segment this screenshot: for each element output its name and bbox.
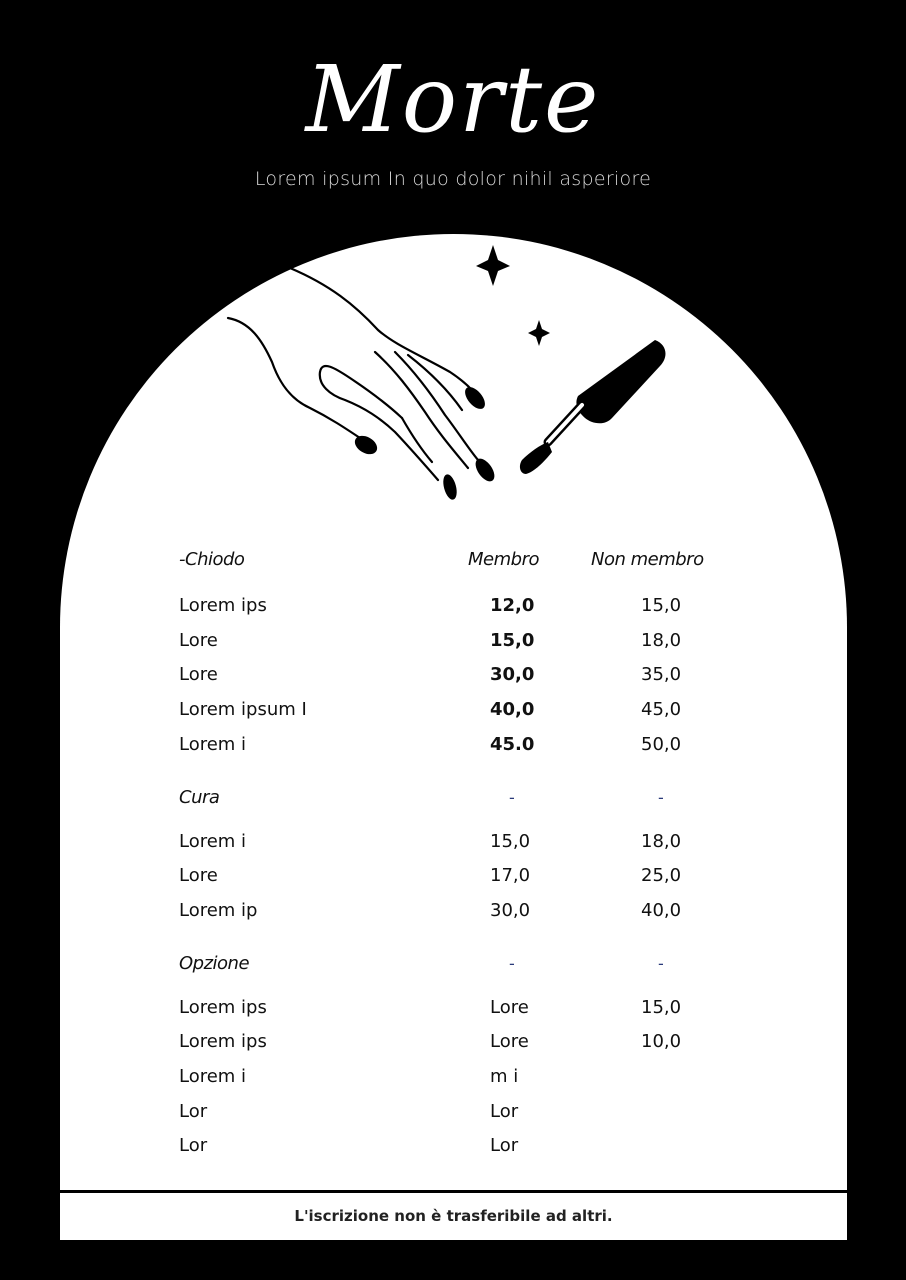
member-price: 12,0 (490, 595, 535, 616)
sparkle-icon (528, 320, 550, 346)
section-nonmember-mark: - (658, 787, 664, 807)
hand-line-art-icon (228, 268, 478, 480)
member-price: 45.0 (490, 733, 535, 755)
item-name: Lor (179, 1135, 208, 1157)
member-price: m i (490, 1066, 519, 1087)
nail-polish-brush-icon (520, 340, 666, 474)
member-price: 15,0 (490, 830, 531, 852)
column-header-nonmember: Non membro (591, 549, 704, 570)
member-price: 40,0 (490, 699, 535, 721)
section-nonmember-mark: - (658, 953, 664, 973)
item-name: Lorem ip (179, 899, 258, 921)
section-member-mark: - (509, 953, 515, 973)
item-name: Lore (179, 865, 218, 887)
nonmember-price: 15,0 (641, 996, 682, 1018)
section-title: -Chiodo (179, 549, 245, 570)
nonmember-price: 25,0 (641, 865, 682, 887)
item-name: Lorem i (179, 1066, 247, 1087)
item-name: Lore (179, 629, 218, 651)
nonmember-price: 15,0 (641, 595, 682, 616)
sparkle-icon (476, 245, 510, 286)
item-name: Lorem ips (179, 996, 267, 1018)
member-price: Lor (490, 1135, 519, 1157)
column-header-member: Membro (468, 549, 539, 570)
item-name: Lorem i (179, 830, 247, 852)
item-name: Lore (179, 664, 218, 686)
nonmember-price: 50,0 (641, 733, 682, 755)
item-name: Lorem ips (179, 595, 267, 616)
nonmember-price: 18,0 (641, 830, 682, 852)
painted-nail-icon (352, 384, 499, 502)
section-title: Opzione (179, 952, 250, 974)
member-price: 15,0 (490, 629, 535, 651)
nonmember-price: 10,0 (641, 1031, 682, 1053)
section-member-mark: - (509, 787, 515, 807)
member-price: 30,0 (490, 899, 531, 921)
member-price: Lor (490, 1100, 519, 1122)
item-name: Lorem i (179, 733, 247, 755)
nonmember-price: 18,0 (641, 629, 682, 651)
footer-note: L'iscrizione non è trasferibile ad altri. (60, 1193, 847, 1240)
member-price: 30,0 (490, 664, 535, 686)
item-name: Lorem ips (179, 1031, 267, 1053)
page-title: Morte (305, 46, 601, 153)
section-title: Cura (179, 786, 220, 808)
member-price: Lore (490, 996, 529, 1018)
member-price: 17,0 (490, 865, 531, 887)
nonmember-price: 45,0 (641, 699, 682, 721)
manicure-illustration (0, 0, 906, 560)
nonmember-price: 40,0 (641, 899, 682, 921)
item-name: Lorem ipsum I (179, 699, 307, 721)
item-name: Lor (179, 1100, 208, 1122)
page-subtitle: Lorem ipsum In quo dolor nihil asperiore (254, 168, 652, 190)
member-price: Lore (490, 1031, 529, 1053)
nonmember-price: 35,0 (641, 664, 682, 686)
